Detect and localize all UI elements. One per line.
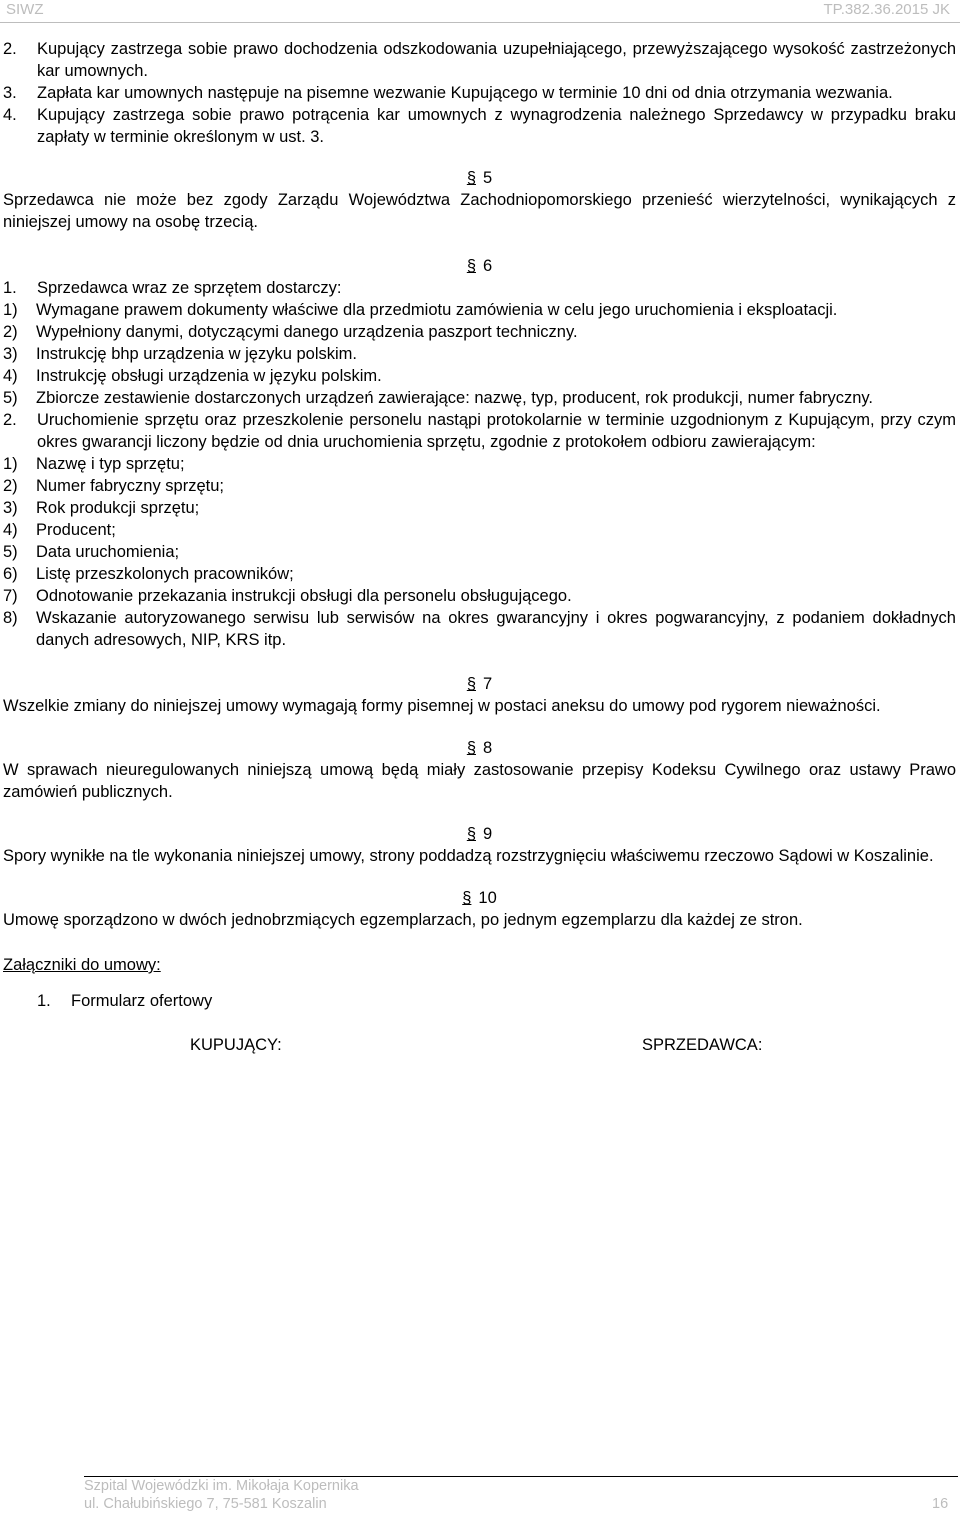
document-body: [3, 38, 956, 1056]
section-symbol: §: [466, 675, 476, 693]
buyer-signature-label: KUPUJĄCY:: [190, 1036, 282, 1054]
paragraph-item: [3, 82, 956, 104]
paragraph-item: [3, 38, 956, 82]
list-item: [3, 387, 956, 409]
paragraph-item: [3, 104, 956, 148]
section-number: 8: [483, 739, 493, 757]
list-item: [3, 299, 956, 321]
protocol-items-list: [3, 453, 956, 651]
list-item-number: 5): [3, 543, 18, 561]
section-5-text: Sprzedawca nie może bez zgody Zarządu Województwa Zachodniopomorskiego przenieść wierzytelności, wynikających z niniejszej umowy na osobę trzecią.: [3, 191, 956, 231]
list-item-number: 3): [3, 499, 18, 517]
section-number: 6: [483, 257, 493, 275]
list-item-number: 1): [3, 455, 18, 473]
list-item-text: Wymagane prawem dokumenty właściwe dla przedmiotu zamówienia w celu jego uruchomienia i eksploatacji.: [36, 301, 838, 319]
list-item-text: Nazwę i typ sprzętu;: [36, 455, 185, 473]
header-document-reference: TP.382.36.2015 JK: [823, 1, 950, 18]
list-item-number: 3): [3, 345, 18, 363]
paragraph-text: Kupujący zastrzega sobie prawo dochodzenia odszkodowania uzupełniającego, przewyższającego wysokość zastrzeżonych kar umownych.: [37, 40, 956, 80]
seller-signature-label: SPRZEDAWCA:: [642, 1036, 763, 1054]
list-item: [3, 563, 956, 585]
section-number: 5: [483, 169, 493, 187]
section-symbol: §: [466, 825, 476, 843]
list-item-number: 6): [3, 565, 18, 583]
section-number: 10: [478, 889, 497, 907]
footer-address: ul. Chałubińskiego 7, 75-581 Koszalin: [84, 1496, 327, 1512]
attachment-item: [3, 990, 956, 1012]
section-4-continuation: [3, 38, 956, 148]
paragraph-text: Sprzedawca wraz ze sprzętem dostarczy:: [37, 279, 342, 297]
paragraph-text: Uruchomienie sprzętu oraz przeszkolenie personelu nastąpi protokolarnie w terminie uzgodnionym z Kupującym, przy czym okres gwarancji liczony będzie od dnia uruchomienia sprzętu, zgodnie z protokołem odbioru zawierającym:: [37, 411, 956, 451]
footer-institution-name: Szpital Wojewódzki im. Mikołaja Kopernika: [84, 1478, 359, 1494]
section-heading-8: [3, 737, 956, 759]
section-number: 9: [483, 825, 493, 843]
section-symbol: §: [462, 889, 472, 907]
section-number: 7: [483, 675, 493, 693]
section-heading-7: [3, 673, 956, 695]
attachments-title: Załączniki do umowy:: [3, 956, 161, 974]
list-item-text: Odnotowanie przekazania instrukcji obsługi dla personelu obsługującego.: [36, 587, 572, 605]
list-item: [3, 365, 956, 387]
list-item: [3, 607, 956, 651]
attachment-text: Formularz ofertowy: [71, 992, 213, 1010]
footer-divider: [84, 1476, 958, 1477]
list-item-text: Instrukcję obsługi urządzenia w języku polskim.: [36, 367, 382, 385]
section-10-text: Umowę sporządzono w dwóch jednobrzmiących egzemplarzach, po jednym egzemplarzu dla każdej ze stron.: [3, 911, 803, 929]
section-9-text: Spory wynikłe na tle wykonania niniejszej umowy, strony poddadzą rozstrzygnięciu właściwemu rzeczowo Sądowi w Koszalinie.: [3, 847, 934, 865]
list-item-text: Instrukcję bhp urządzenia w języku polskim.: [36, 345, 357, 363]
list-item-number: 2): [3, 477, 18, 495]
attachment-number: 1.: [37, 992, 51, 1010]
list-item: [3, 585, 956, 607]
section-8-text: W sprawach nieuregulowanych niniejszą umową będą miały zastosowanie przepisy Kodeksu Cywilnego oraz ustawy Prawo zamówień publicznych.: [3, 761, 956, 801]
list-item: [3, 475, 956, 497]
delivery-items-list: [3, 299, 956, 409]
list-item-text: Wypełniony danymi, dotyczącymi danego urządzenia paszport techniczny.: [36, 323, 578, 341]
header-divider: [0, 22, 960, 23]
paragraph-number: 2.: [3, 40, 17, 58]
signature-block: [3, 1034, 956, 1056]
list-item-number: 2): [3, 323, 18, 341]
paragraph-number: 1.: [3, 279, 17, 297]
list-item-number: 8): [3, 609, 18, 627]
list-item-text: Numer fabryczny sprzętu;: [36, 477, 224, 495]
paragraph-text: Zapłata kar umownych następuje na pisemne wezwanie Kupującego w terminie 10 dni od dnia otrzymania wezwania.: [37, 84, 893, 102]
list-item-number: 4): [3, 367, 18, 385]
list-item: [3, 343, 956, 365]
list-item-text: Producent;: [36, 521, 116, 539]
list-item-number: 5): [3, 389, 18, 407]
paragraph-item: [3, 409, 956, 453]
page-header: [0, 0, 960, 24]
section-symbol: §: [466, 169, 476, 187]
paragraph-item: [3, 277, 956, 299]
paragraph-number: 4.: [3, 106, 17, 124]
list-item-text: Wskazanie autoryzowanego serwisu lub serwisów na okres gwarancyjny i okres pogwarancyjny, z podaniem dokładnych danych adresowych, NIP, KRS itp.: [36, 609, 956, 649]
section-heading-5: [3, 167, 956, 189]
list-item-number: 7): [3, 587, 18, 605]
paragraph-number: 3.: [3, 84, 17, 102]
section-heading-9: [3, 823, 956, 845]
page-number: 16: [932, 1496, 949, 1512]
list-item: [3, 453, 956, 475]
section-7-text: Wszelkie zmiany do niniejszej umowy wymagają formy pisemnej w postaci aneksu do umowy pod rygorem nieważności.: [3, 697, 881, 715]
section-heading-6: [3, 255, 956, 277]
list-item-text: Listę przeszkolonych pracowników;: [36, 565, 294, 583]
list-item-text: Rok produkcji sprzętu;: [36, 499, 200, 517]
paragraph-text: Kupujący zastrzega sobie prawo potrącenia kar umownych z wynagrodzenia należnego Sprzedawcy w przypadku braku zapłaty w terminie określonym w ust. 3.: [37, 106, 956, 146]
header-left-label: SIWZ: [6, 1, 44, 18]
list-item-text: Zbiorcze zestawienie dostarczonych urządzeń zawierające: nazwę, typ, producent, rok produkcji, numer fabryczny.: [36, 389, 874, 407]
list-item: [3, 321, 956, 343]
list-item: [3, 519, 956, 541]
paragraph-number: 2.: [3, 411, 17, 429]
list-item-number: 4): [3, 521, 18, 539]
list-item-number: 1): [3, 301, 18, 319]
section-symbol: §: [466, 257, 476, 275]
section-symbol: §: [466, 739, 476, 757]
section-heading-10: [3, 887, 956, 909]
list-item-text: Data uruchomienia;: [36, 543, 180, 561]
list-item: [3, 541, 956, 563]
list-item: [3, 497, 956, 519]
